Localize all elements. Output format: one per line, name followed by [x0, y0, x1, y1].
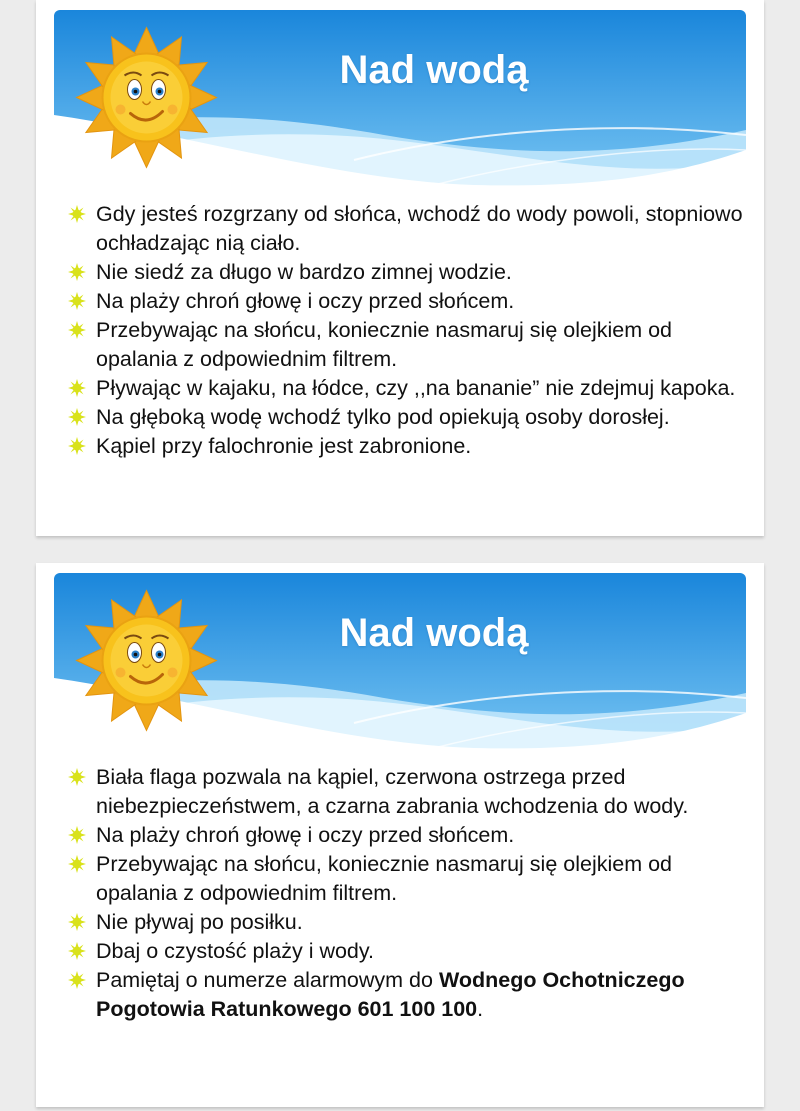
- list-item: [66, 287, 746, 316]
- list-item: [66, 403, 746, 432]
- slide-banner: [54, 573, 746, 759]
- sun-icon: [74, 588, 219, 733]
- bullet-list: [66, 763, 746, 1024]
- sun-bullet-icon: [68, 408, 86, 426]
- list-item-text: Na plaży chroń głowę i oczy przed słońcem.: [96, 823, 515, 847]
- slide-title: Nad wodą: [339, 48, 529, 92]
- list-item: [66, 316, 746, 374]
- list-item: [66, 821, 746, 850]
- emergency-number-text: Wodnego Ochotniczego Pogotowia Ratunkowego 601 100 100: [96, 968, 685, 1021]
- slide-banner: [54, 10, 746, 196]
- slide-2: [36, 563, 764, 1107]
- sun-icon: [74, 25, 219, 170]
- list-item: [66, 374, 746, 403]
- list-item: [66, 432, 746, 461]
- sun-bullet-icon: [68, 913, 86, 931]
- list-item: [66, 937, 746, 966]
- sun-bullet-icon: [68, 942, 86, 960]
- list-item-text-tail: .: [477, 997, 484, 1021]
- sun-bullet-icon: [68, 292, 86, 310]
- list-item-text: Gdy jesteś rozgrzany od słońca, wchodź do wody powoli, stopniowo ochładzając nią ciało.: [96, 202, 743, 255]
- list-item: [66, 908, 746, 937]
- list-item: [66, 966, 746, 1024]
- list-item: [66, 763, 746, 821]
- sun-bullet-icon: [68, 855, 86, 873]
- list-item-text: Dbaj o czystość plaży i wody.: [96, 939, 375, 963]
- list-item-text: Przebywając na słońcu, koniecznie nasmaruj się olejkiem od opalania z odpowiednim filtrem.: [96, 852, 673, 905]
- list-item-text: Biała flaga pozwala na kąpiel, czerwona ostrzega przed niebezpieczeństwem, a czarna zabrania wchodzenia do wody.: [96, 765, 689, 818]
- slide-title: Nad wodą: [339, 611, 529, 655]
- sun-bullet-icon: [68, 768, 86, 786]
- list-item-text: Na głęboką wodę wchodź tylko pod opiekują osoby dorosłej.: [96, 405, 670, 429]
- list-item-text: Przebywając na słońcu, koniecznie nasmaruj się olejkiem od opalania z odpowiednim filtrem.: [96, 318, 673, 371]
- sun-bullet-icon: [68, 437, 86, 455]
- sun-bullet-icon: [68, 826, 86, 844]
- list-item: [66, 200, 746, 258]
- list-item-text: Kąpiel przy falochronie jest zabronione.: [96, 434, 472, 458]
- list-item-text: Na plaży chroń głowę i oczy przed słońcem.: [96, 289, 515, 313]
- sun-bullet-icon: [68, 971, 86, 989]
- sun-bullet-icon: [68, 379, 86, 397]
- list-item-text: Pamiętaj o numerze alarmowym do: [96, 968, 439, 992]
- list-item-text: Nie siedź za długo w bardzo zimnej wodzie.: [96, 260, 512, 284]
- slide-1: [36, 0, 764, 536]
- sun-bullet-icon: [68, 321, 86, 339]
- list-item-text: Pływając w kajaku, na łódce, czy ,,na bananie” nie zdejmuj kapoka.: [96, 376, 736, 400]
- sun-bullet-icon: [68, 205, 86, 223]
- bullet-list: [66, 200, 746, 461]
- list-item: [66, 850, 746, 908]
- list-item: [66, 258, 746, 287]
- list-item-text: Nie pływaj po posiłku.: [96, 910, 303, 934]
- sun-bullet-icon: [68, 263, 86, 281]
